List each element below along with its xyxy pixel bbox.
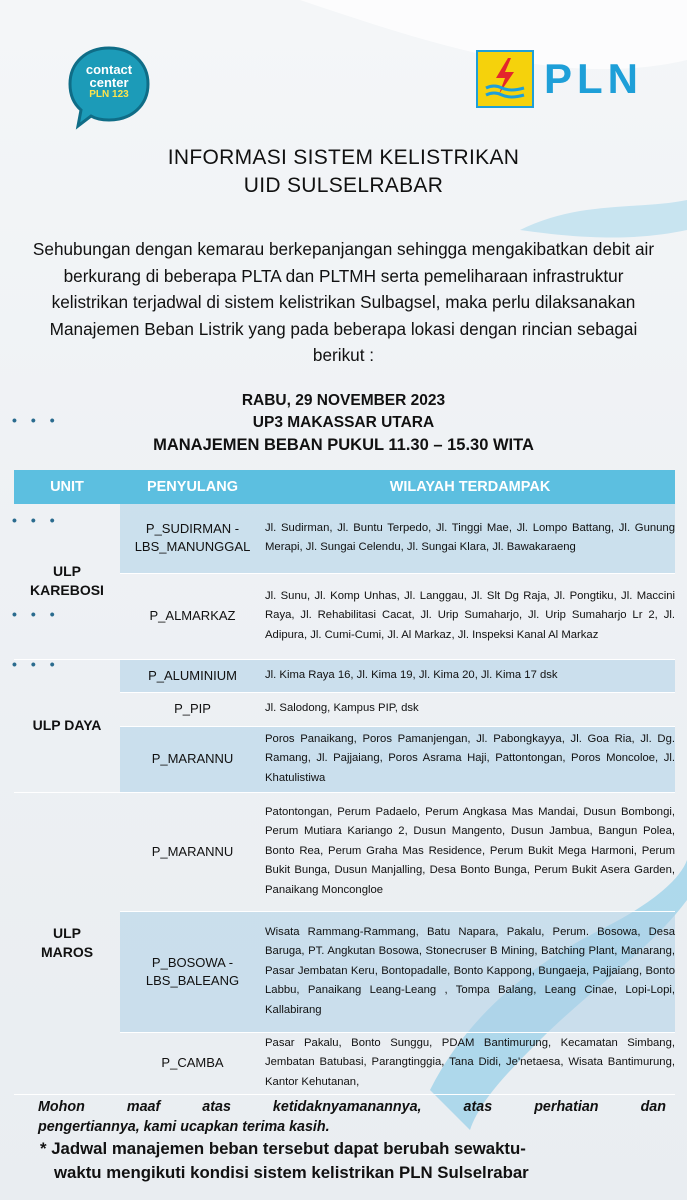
page-title xyxy=(0,144,687,200)
header-penyulang: PENYULANG xyxy=(120,470,265,504)
pln-lightning-logo-icon xyxy=(476,50,534,108)
penyulang-cell: P_PIP xyxy=(120,692,265,726)
unit-cell: ULP DAYA xyxy=(14,659,120,792)
penyulang-cell: P_SUDIRMAN - LBS_MANUNGGAL xyxy=(120,504,265,573)
title-line2: UID SULSELRABAR xyxy=(243,174,444,197)
schedule-time: MANAJEMEN BEBAN PUKUL 11.30 – 15.30 WITA xyxy=(153,436,534,454)
table-row xyxy=(14,659,675,692)
apology-line2: pengertiannya, kami ucapkan terima kasih. xyxy=(38,1119,330,1135)
wilayah-cell: Jl. Salodong, Kampus PIP, dsk xyxy=(265,692,675,726)
contact-center-logo xyxy=(66,44,152,130)
pln-wordmark: PLN xyxy=(544,55,643,102)
table-header-row xyxy=(14,470,675,504)
wilayah-cell: Jl. Sudirman, Jl. Buntu Terpedo, Jl. Tinggi Mae, Jl. Lompo Battang, Jl. Gunung Merapi, Jl. Sungai Celendu, Jl. Sungai Klara, Jl. Bawakaraeng xyxy=(265,504,675,573)
wilayah-cell: Pasar Pakalu, Bonto Sunggu, PDAM Bantimurung, Kecamatan Simbang, Jembatan Batubasi, Parangtinggia, Tana Didi, Je'netaesa, Wisata Bantimurung, Kantor Kehutanan, xyxy=(265,1032,675,1094)
note-line2: waktu mengikuti kondisi sistem kelistrikan PLN Sulselrabar xyxy=(54,1163,529,1182)
schedule-note xyxy=(40,1137,670,1185)
apology-line1: Mohon maaf atas ketidaknyamanannya, atas perhatian dan xyxy=(38,1099,666,1115)
contact-center-line2: center xyxy=(89,75,129,90)
table-row xyxy=(14,792,675,911)
intro-paragraph: Sehubungan dengan kemarau berkepanjangan sehingga mengakibatkan debit air berkurang di beberapa PLTA dan PLTMH serta pemeliharaan infrastruktur kelistrikan terjadwal di sistem kelistrikan Sulbagsel, maka perlu dilaksanakan Manajemen Beban Listrik yang pada beberapa lokasi dengan rincian sebagai berikut : xyxy=(32,239,655,365)
wilayah-cell: Jl. Sunu, Jl. Komp Unhas, Jl. Langgau, Jl. Slt Dg Raja, Jl. Pongtiku, Jl. Maccini Raya, Jl. Rehabilitasi Cacat, Jl. Urip Sumaharjo, Jl. Urip Sumaharjo Lr 2, Jl. Adipura, Jl. Cumi-Cumi, Jl. Al Markaz, Jl. Inspeksi Kanal Al Markaz xyxy=(265,573,675,659)
schedule-header xyxy=(0,390,687,456)
decorative-dots: ••• xyxy=(12,512,69,528)
schedule-unit: UP3 MAKASSAR UTARA xyxy=(252,414,435,431)
penyulang-cell: P_ALUMINIUM xyxy=(120,659,265,692)
unit-label: ULP KAREBOSI xyxy=(30,563,104,599)
schedule-date: RABU, 29 NOVEMBER 2023 xyxy=(241,392,446,409)
wilayah-cell: Poros Panaikang, Poros Pamanjengan, Jl. Pabongkayya, Jl. Goa Ria, Jl. Dg. Ramang, Jl. Pajjaiang, Poros Asrama Haji, Pattontongan, Poros Moncoloe, Jl. Khatulistiwa xyxy=(265,726,675,792)
decorative-dots: ••• xyxy=(12,412,69,428)
note-line1: * Jadwal manajemen beban tersebut dapat berubah sewaktu- xyxy=(40,1139,526,1158)
affected-areas-table xyxy=(14,470,675,1095)
penyulang-cell: P_MARANNU xyxy=(120,792,265,911)
decorative-dots: ••• xyxy=(12,656,69,672)
contact-center-line3: PLN 123 xyxy=(89,89,129,100)
penyulang-cell: P_BOSOWA - LBS_BALEANG xyxy=(120,911,265,1032)
unit-cell xyxy=(14,792,120,1094)
unit-label: ULP MAROS xyxy=(40,925,94,960)
penyulang-cell: P_MARANNU xyxy=(120,726,265,792)
pln-logo xyxy=(476,48,643,110)
table-row xyxy=(14,504,675,573)
penyulang-cell: P_ALMARKAZ xyxy=(120,573,265,659)
wilayah-cell: Jl. Kima Raya 16, Jl. Kima 19, Jl. Kima 20, Jl. Kima 17 dsk xyxy=(265,659,675,692)
penyulang-cell: P_CAMBA xyxy=(120,1032,265,1094)
header-unit: UNIT xyxy=(14,470,120,504)
contact-center-line1: contact xyxy=(85,62,133,77)
wilayah-cell: Wisata Rammang-Rammang, Batu Napara, Pakalu, Perum. Bosowa, Desa Baruga, PT. Angkutan Bosowa, Stonecruser B Mining, Batching Plant, Manarang, Pasar Jembatan Keru, Bontopadalle, Bonto Kappong, Bungaeja, Pajjaiang, Bonto Labbu, Panaikang Leang-Leang , Tompa Balang, Leang Cinae, Lopi-Lopi, Kallabirang xyxy=(265,911,675,1032)
decorative-dots: ••• xyxy=(12,606,69,622)
wilayah-cell: Patontongan, Perum Padaelo, Perum Angkasa Mas Mandai, Dusun Bombongi, Perum Mutiara Kariango 2, Dusun Mangento, Dusun Jambua, Bangun Polea, Bonto Rea, Perum Graha Mas Residence, Perum Bukit Mega Harmoni, Perum Bukit Bunga, Dusun Manjalling, Desa Bonto Bunga, Perum Bukit Asera Garden, Panaikang Moncongloe xyxy=(265,792,675,911)
title-line1: INFORMASI SISTEM KELISTRIKAN xyxy=(167,146,520,169)
header-wilayah: WILAYAH TERDAMPAK xyxy=(265,470,675,504)
